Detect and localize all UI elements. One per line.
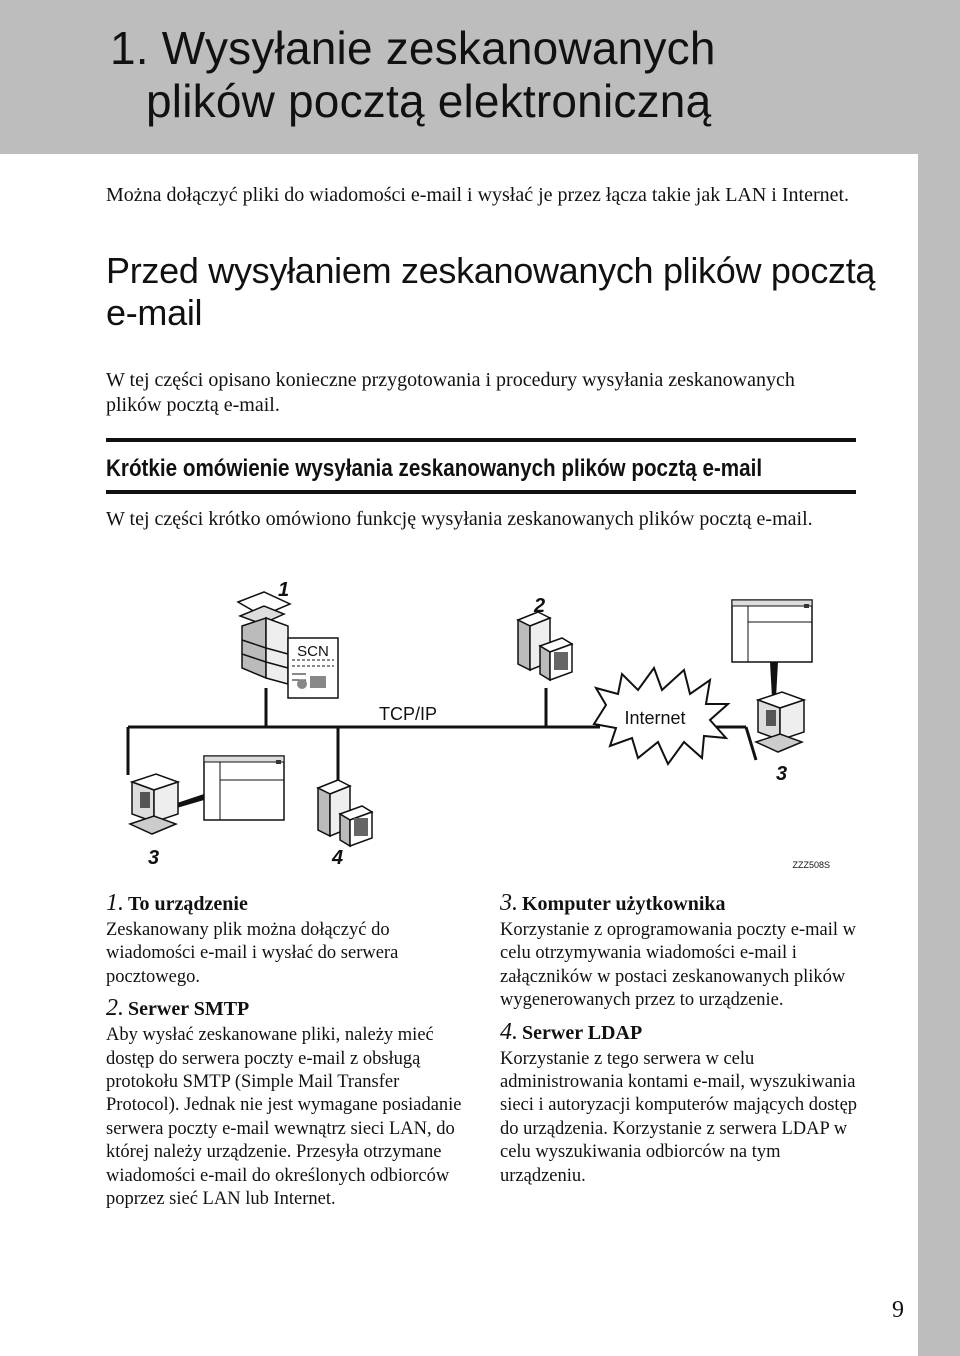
network-diagram-svg [106,570,856,880]
callout-pointer-right [770,662,778,698]
item-heading [500,1019,860,1046]
chapter-title-line1: 1. Wysyłanie zeskanowanych [110,22,716,74]
marker-3-right: 3 [776,763,788,785]
list-item [500,1019,860,1188]
column-right [500,890,860,1194]
tcpip-label: TCP/IP [378,704,438,724]
figure-code: ZZZ508S [792,860,830,870]
marker-2: 2 [534,595,546,617]
email-window-right-icon [732,600,812,662]
item-body: Aby wysłać zeskanowane pliki, należy mieć dostęp do serwera poczty e-mail z obsługą protokołu SMTP (Simple Mail Transfer Protocol). Jednak nie jest wymagane posiadanie serwera poczty e-mail wewnątrz sieci LAN, do której należy urządzenie. Przesyła otrzymane wiadomości e-mail do określonych odbiorców poprzez sieć LAN lub Internet. [106,1025,462,1210]
network-diagram [106,570,856,880]
item-heading [106,890,466,917]
subsection-title: Krótkie omówienie wysyłania zeskanowanych plików pocztą e-mail [106,455,763,482]
item-body: Korzystanie z tego serwera w celu administrowania kontami e-mail, wyszukiwania sieci i autoryzacji komputerów mających dostęp do urządzenia. Korzystanie z serwera LDAP w celu wyszukiwania odbiorców na tym urządzeniu. [500,1048,858,1186]
item-number: 1. [106,890,124,916]
item-title: To urządzenie [128,893,248,915]
user-computer-right-icon [756,692,804,752]
chapter-title [110,22,910,128]
ldap-server-icon [318,780,372,846]
column-left [106,890,466,1217]
subsection-rule-top [106,438,856,442]
item-heading [106,995,466,1022]
item-number: 3. [500,890,518,916]
marker-1: 1 [278,579,290,601]
lan-drop-right [746,727,756,760]
scn-label: SCN [297,643,329,660]
section-title: Przed wysyłaniem zeskanowanych plików pocztą e-mail [106,250,876,333]
intro-paragraph: Można dołączyć pliki do wiadomości e-mail i wysłać je przez łącza takie jak LAN i Internet. [106,184,850,206]
marker-4: 4 [332,847,344,869]
item-heading [500,890,860,917]
item-title: Serwer SMTP [128,998,250,1021]
subsection-description: W tej części krótko omówiono funkcję wysyłania zeskanowanych plików pocztą e-mail. [106,508,813,530]
item-title: Komputer użytkownika [522,893,726,915]
scanner-icon [238,592,290,684]
item-title: Serwer LDAP [522,1021,643,1044]
smtp-server-icon [518,612,572,680]
page-number: 9 [892,1297,904,1323]
section-description: W tej części opisano konieczne przygotowania i procedury wysyłania zeskanowanych plików pocztą e-mail. [106,369,795,416]
item-number: 4. [500,1018,518,1045]
internet-label: Internet [624,708,686,728]
item-body: Korzystanie z oprogramowania poczty e-mail w celu otrzymywania wiadomości e-mail i załączników w postaci zeskanowanych plików wygenerowanych przez to urządzenie. [500,920,856,1011]
subsection-rule-bottom [106,490,856,494]
chapter-title-line2: plików pocztą elektroniczną [146,75,712,127]
user-computer-left-icon [130,774,178,834]
email-window-left-icon [204,756,284,820]
marker-3-left: 3 [148,847,160,869]
item-body: Zeskanowany plik można dołączyć do wiadomości e-mail i wysłać do serwera pocztowego. [106,920,399,987]
chapter-side-tab [918,154,960,1356]
item-number: 2. [106,995,124,1022]
list-item [106,890,466,989]
list-item [106,995,466,1211]
list-item [500,890,860,1013]
